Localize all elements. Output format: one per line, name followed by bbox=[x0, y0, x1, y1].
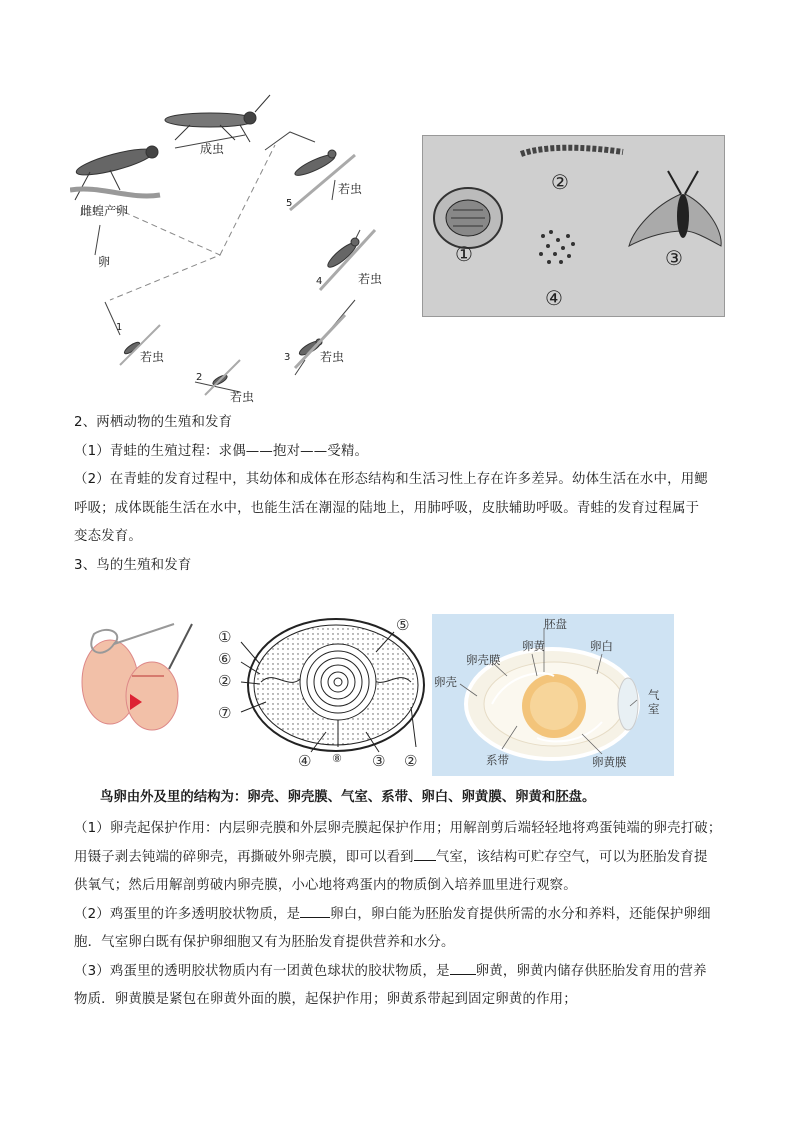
diagram-label-3: ③ bbox=[372, 752, 386, 770]
label-nymph-2: 若虫 bbox=[230, 390, 255, 404]
silkworm-stages-figure bbox=[422, 135, 725, 317]
section-2-p1: （1）青蛙的生殖过程：求偶——抱对——受精。 bbox=[74, 443, 369, 459]
diagram-label-5: ⑤ bbox=[396, 616, 410, 634]
photo-label-chalaza: 系带 bbox=[486, 753, 509, 767]
egg-photo-figure bbox=[432, 614, 674, 776]
photo-label-germinal-disc: 胚盘 bbox=[544, 617, 567, 631]
q3-line1-b: 卵黄，卵黄内储存供胚胎发育用的营养 bbox=[475, 963, 707, 979]
q1-blank[interactable] bbox=[414, 846, 436, 861]
q2-line1 bbox=[74, 901, 724, 930]
q3-blank[interactable] bbox=[450, 960, 476, 975]
locust-life-cycle-figure bbox=[70, 90, 400, 408]
q2-blank[interactable] bbox=[300, 903, 330, 918]
diagram-label-7: ⑦ bbox=[218, 704, 232, 722]
locust-cycle-drawing bbox=[70, 90, 400, 408]
photo-label-albumen: 卵白 bbox=[590, 639, 613, 653]
q1-line1: （1）卵壳起保护作用：内层卵壳膜和外层卵壳膜起保护作用；用解剖剪后端轻轻地将鸡蛋钝端的卵壳打破； bbox=[74, 821, 722, 836]
photo-label-shell-membrane: 卵壳膜 bbox=[466, 653, 501, 667]
label-nymph-4: 若虫 bbox=[358, 272, 383, 286]
q3-line1-a: （3）鸡蛋里的透明胶状物质内有一团黄色球状的胶状物质，是 bbox=[74, 963, 450, 979]
q1-line2 bbox=[74, 844, 724, 873]
label-adult: 成虫 bbox=[200, 142, 225, 156]
diagram-label-8: ⑧ bbox=[332, 752, 342, 765]
q2-line1-a: （2）鸡蛋里的许多透明胶状物质，是 bbox=[74, 906, 301, 922]
egg-structure-diagram bbox=[216, 612, 426, 776]
section-2-p2-line2: 呼吸；成体既能生活在水中，也能生活在潮湿的陆地上，用肺呼吸，皮肤辅助呼吸。青蛙的发育过程属于 bbox=[74, 500, 700, 516]
photo-label-shell: 卵壳 bbox=[434, 675, 457, 689]
label-nymph-3: 若虫 bbox=[320, 350, 345, 364]
section-3-heading: 3、鸟的生殖和发育 bbox=[74, 557, 192, 573]
photo-label-yolk: 卵黄 bbox=[522, 639, 545, 653]
num-3: 3 bbox=[284, 352, 291, 363]
egg-opening-figure bbox=[74, 614, 204, 734]
stage-2-label: ② bbox=[551, 170, 569, 194]
q2-line2: 胞．气室卵白既有保护卵细胞又有为胚胎发育提供营养和水分。 bbox=[74, 935, 455, 950]
section-2-p2-line1: （2）在青蛙的发育过程中，其幼体和成体在形态结构和生活习性上存在许多差异。幼体生活在水中，用鳃 bbox=[74, 472, 708, 487]
label-nymph-5: 若虫 bbox=[338, 182, 363, 196]
stage-3-label: ③ bbox=[665, 246, 683, 270]
egg-diagram-drawing bbox=[216, 612, 426, 776]
photo-label-air-cell: 气室 bbox=[648, 688, 660, 716]
section-2-p2-line3: 变态发育。 bbox=[74, 529, 142, 544]
egg-opening-drawing bbox=[74, 614, 204, 734]
num-5: 5 bbox=[286, 198, 293, 209]
egg-structure-summary: 鸟卵由外及里的结构为：卵壳、卵壳膜、气室、系带、卵白、卵黄膜、卵黄和胚盘。 bbox=[100, 790, 596, 805]
num-4: 4 bbox=[316, 276, 323, 287]
label-egg: 卵 bbox=[98, 255, 111, 269]
stage-1-label: ① bbox=[455, 242, 473, 266]
num-2: 2 bbox=[196, 372, 203, 383]
diagram-label-6: ⑥ bbox=[218, 650, 232, 668]
diagram-label-2b: ② bbox=[404, 752, 418, 770]
q3-line2: 物质．卵黄膜是紧包在卵黄外面的膜，起保护作用；卵黄系带起到固定卵黄的作用； bbox=[74, 992, 577, 1007]
section-2-heading: 2、两栖动物的生殖和发育 bbox=[74, 415, 233, 430]
diagram-label-4: ④ bbox=[298, 752, 312, 770]
num-1: 1 bbox=[116, 322, 123, 333]
photo-label-yolk-membrane: 卵黄膜 bbox=[592, 755, 627, 769]
stage-4-label: ④ bbox=[545, 286, 563, 310]
label-nymph-1: 若虫 bbox=[140, 350, 165, 364]
section-2 bbox=[74, 409, 724, 580]
egg-photo-drawing bbox=[432, 614, 674, 776]
q1-line2-b: 气室，该结构可贮存空气，可以为胚胎发育提 bbox=[435, 849, 708, 865]
q3-line1 bbox=[74, 958, 724, 987]
q2-line1-b: 卵白，卵白能为胚胎发育提供所需的水分和养料，还能保护卵细 bbox=[330, 906, 711, 922]
laying-grasshopper bbox=[70, 144, 160, 200]
label-laying: 雌蝗产卵 bbox=[80, 204, 129, 218]
silkworm-drawing bbox=[423, 136, 724, 316]
diagram-label-2a: ② bbox=[218, 672, 232, 690]
diagram-label-1: ① bbox=[218, 628, 232, 646]
q1-line3: 供氧气；然后用解剖剪破内卵壳膜，小心地将鸡蛋内的物质倒入培养皿里进行观察。 bbox=[74, 878, 577, 893]
adult-grasshopper-top bbox=[165, 95, 270, 142]
qa-section bbox=[74, 815, 724, 1015]
q1-line2-a: 用镊子剥去钝端的碎卵壳，再撕破外卵壳膜，即可以看到 bbox=[74, 849, 414, 865]
